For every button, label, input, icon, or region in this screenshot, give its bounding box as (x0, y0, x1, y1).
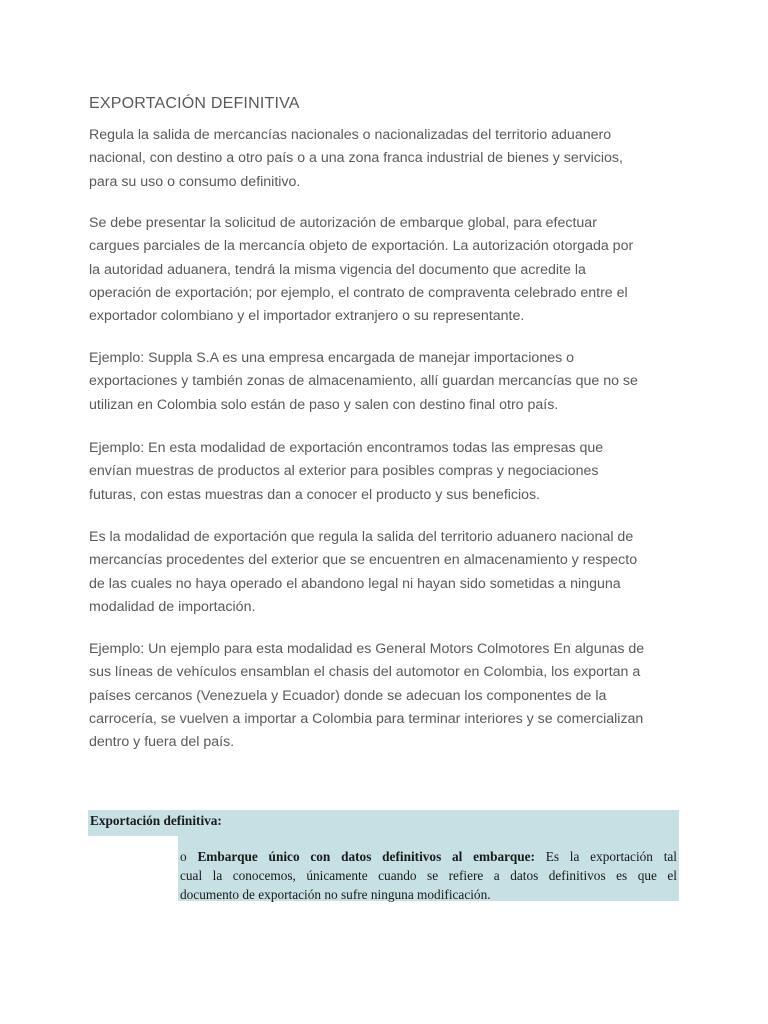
paragraph-line: futuras, con estas muestras dan a conocer el producto y sus beneficios. (89, 486, 541, 503)
paragraph-line: Ejemplo: Un ejemplo para esta modalidad es General Motors Colmotores En algunas de (89, 641, 645, 657)
paragraph-line: Es la modalidad de exportación que regula la salida del territorio aduanero nacional de (89, 529, 634, 545)
paragraph-line: Regula la salida de mercancías nacionales o nacionalizadas del territorio aduanero (89, 127, 612, 143)
definition-line: documento de exportación no sufre ninguna modificación. (180, 887, 491, 902)
paragraph-5 (89, 526, 689, 619)
paragraph-line: mercancías procedentes del exterior que se encuentren en almacenamiento y respecto (89, 552, 638, 569)
paragraph-4 (89, 437, 689, 507)
paragraph-line: exportaciones y también zonas de almacenamiento, allí guardan mercancías que no se (89, 373, 638, 390)
paragraph-line: la autoridad aduanera, tendrá la misma vigencia del documento que acredite la (89, 261, 586, 278)
definition-line (180, 847, 677, 866)
paragraph-2 (89, 212, 689, 328)
paragraph-line: carrocería, se vuelven a importar a Colombia para terminar interiores y se comercializan (89, 710, 644, 727)
definition-term: Embarque único con datos definitivos al embarque: (197, 849, 535, 864)
definition-line-text: Es la exportación tal (545, 849, 678, 864)
table-body-cell (178, 836, 679, 901)
paragraph-6 (89, 638, 689, 754)
definition-text (180, 847, 677, 904)
paragraph-3 (89, 347, 689, 417)
paragraph-line: exportador colombiano y el importador extranjero o su representante. (89, 308, 525, 325)
table-header-cell (88, 810, 679, 836)
paragraph-line: operación de exportación; por ejemplo, el contrato de compraventa celebrado entre el (89, 284, 628, 301)
paragraph-line: sus líneas de vehículos ensamblan el chasis del automotor en Colombia, los exportan a (89, 664, 641, 681)
paragraph-line: nacional, con destino a otro país o a una zona franca industrial de bienes y servicios, (89, 150, 623, 167)
definition-line: cual la conocemos, únicamente cuando se refiere a datos definitivos es que el (180, 868, 677, 883)
paragraph-line: envían muestras de productos al exterior para posibles compras y negociaciones (89, 463, 599, 480)
definition-table (88, 810, 679, 901)
paragraph-line: Ejemplo: En esta modalidad de exportación encontramos todas las empresas que (89, 440, 604, 456)
paragraph-line: Se debe presentar la solicitud de autorización de embarque global, para efectuar (89, 215, 597, 231)
paragraph-line: utilizan en Colombia solo están de paso y salen con destino final otro país. (89, 396, 559, 413)
paragraph-line: cargues parciales de la mercancía objeto de exportación. La autorización otorgada por (89, 238, 634, 255)
paragraph-line: Ejemplo: Suppla S.A es una empresa encargada de manejar importaciones o (89, 350, 575, 366)
table-header-label: Exportación definitiva: (90, 813, 222, 828)
bullet-marker: o (180, 849, 187, 864)
paragraph-line: para su uso o consumo definitivo. (89, 173, 301, 190)
page-title: EXPORTACIÓN DEFINITIVA (89, 95, 300, 112)
paragraph-line: modalidad de importación. (89, 598, 256, 615)
paragraph-1 (89, 124, 689, 194)
paragraph-line: países cercanos (Venezuela y Ecuador) donde se adecuan los componentes de la (89, 687, 607, 704)
paragraph-line: de las cuales no haya operado el abandono legal ni hayan sido sometidas a ninguna (89, 575, 621, 592)
paragraph-line: dentro y fuera del país. (89, 734, 235, 751)
